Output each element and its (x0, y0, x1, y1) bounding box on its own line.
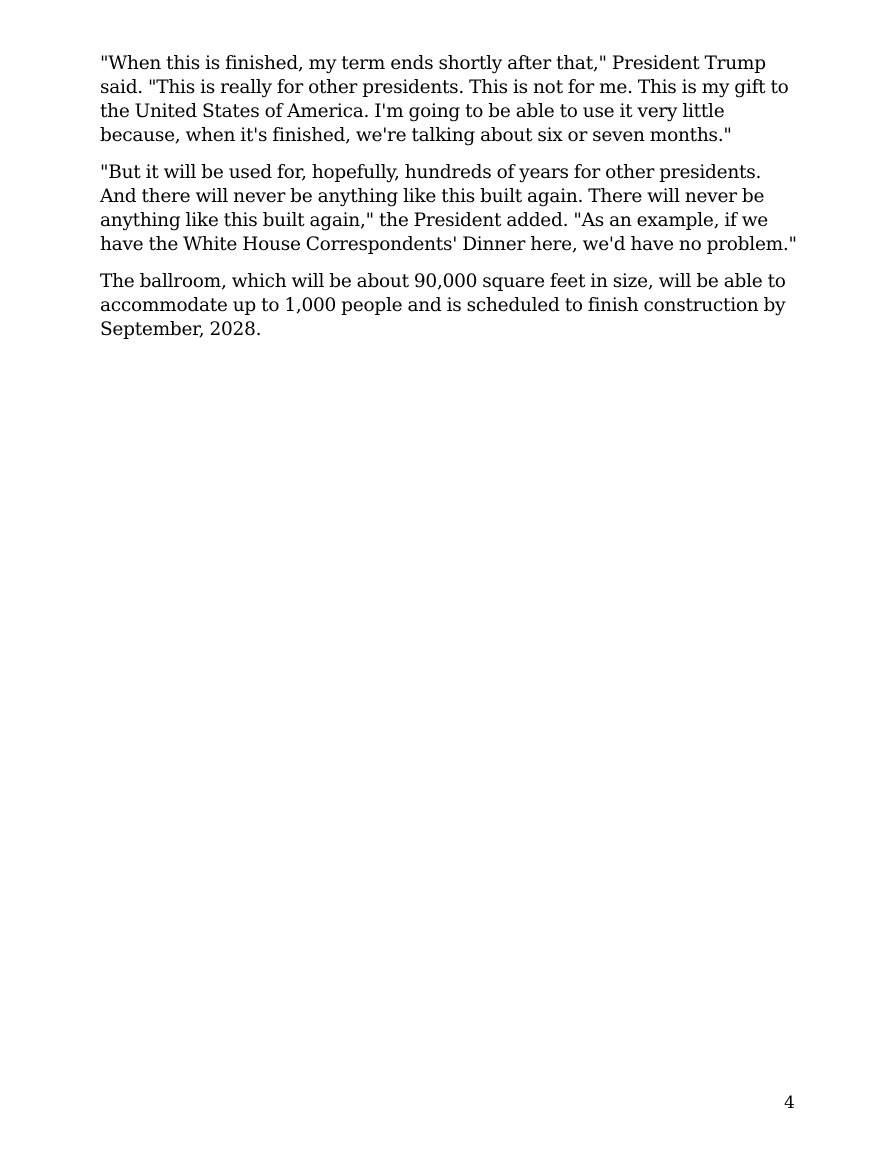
paragraph-ballroom-details: The ballroom, which will be about 90,000 square feet in size, will be able to accommodate up to 1,000 people and is scheduled to finish construction by September, 2028. (100, 271, 786, 340)
page-number: 4 (784, 1093, 795, 1113)
page-body (100, 52, 800, 355)
paragraph-quote-future-presidents: "But it will be used for, hopefully, hundreds of years for other presidents. And there will never be anything like this built again. There will never be anything like this built again," the President added. "As an example, if we have the White House Correspondents' Dinner here, we'd have no problem." (100, 162, 797, 255)
paragraph-quote-term: "When this is finished, my term ends shortly after that," President Trump said. "This is really for other presidents. This is not for me. This is my gift to the United States of America. I'm going to be able to use it very little because, when it's finished, we're talking about six or seven months." (100, 53, 789, 146)
